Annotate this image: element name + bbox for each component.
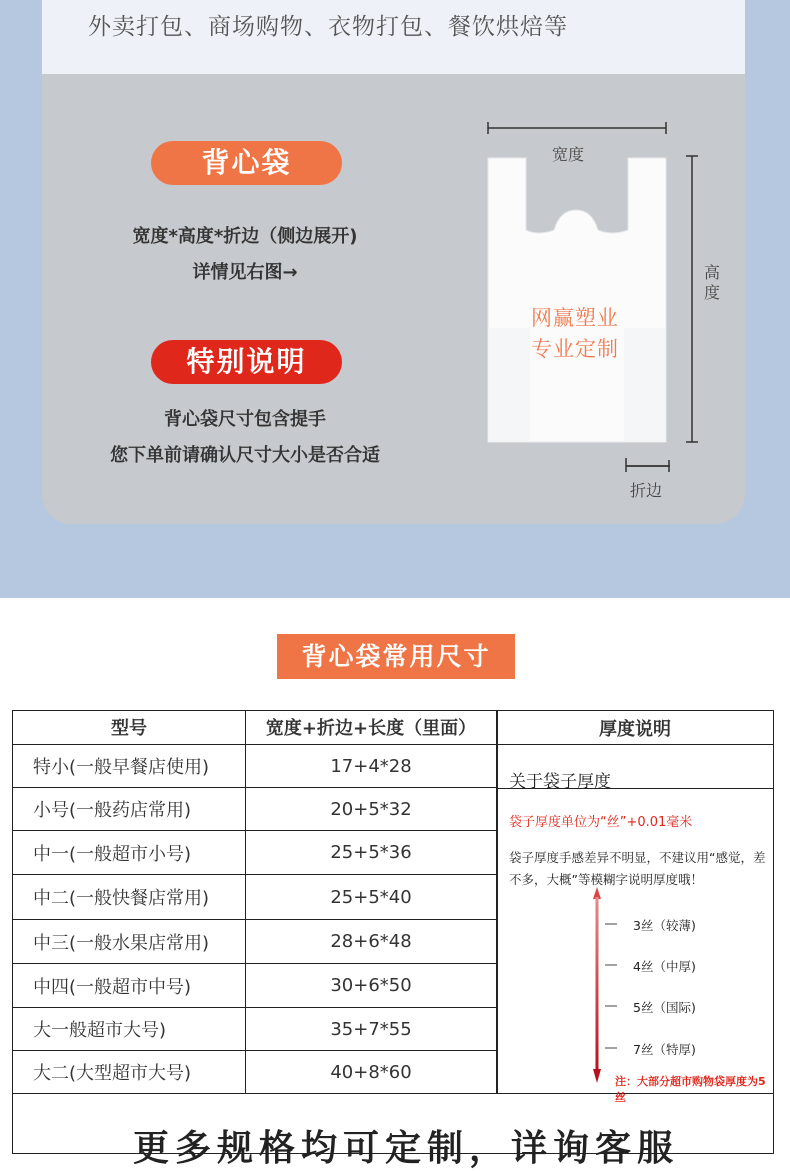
thickness-note: 袋子厚度手感差异不明显，不建议用“感觉，差不多，大概”等模糊字说明厚度哦！	[509, 850, 766, 887]
height-label-2: 度	[704, 283, 721, 302]
table-header-row	[13, 710, 497, 744]
thickness-footnote: 注：大部分超市购物袋厚度为5丝	[615, 1075, 766, 1104]
bag-diagram	[480, 118, 710, 458]
table-row	[13, 874, 497, 919]
fold-label: 折边	[630, 481, 663, 500]
header-model: 型号	[13, 710, 246, 744]
size-cell: 20+5*32	[246, 788, 497, 830]
header-size: 宽度+折边+长度（里面）	[246, 710, 497, 744]
special-note-line1: 背心袋尺寸包含提手	[164, 409, 326, 430]
bottom-text: 更多规格均可定制，详询客服	[133, 1128, 680, 1169]
size-cell: 28+6*48	[246, 920, 497, 963]
model-cell: 小号(一般药店常用)	[13, 788, 246, 830]
brand-line2: 专业定制	[531, 337, 619, 361]
special-note-pill: 特别说明	[151, 340, 342, 384]
brand-watermark	[515, 303, 635, 365]
size-cell: 40+8*60	[246, 1051, 497, 1093]
thickness-level: 7丝（特厚)	[633, 1042, 696, 1057]
special-note-line2: 您下单前请确认尺寸大小是否合适	[110, 445, 380, 466]
model-cell: 中一(一般超市小号)	[13, 831, 246, 874]
table-row	[13, 1050, 497, 1093]
thickness-scale-arrow	[593, 887, 633, 1087]
sizes-title: 背心袋常用尺寸	[277, 634, 515, 679]
model-cell: 大二(大型超市大号)	[13, 1051, 246, 1093]
model-cell: 中三(一般水果店常用)	[13, 920, 246, 963]
size-cell: 30+6*50	[246, 964, 497, 1007]
height-label-1: 高	[704, 263, 721, 282]
size-cell: 25+5*36	[246, 831, 497, 874]
model-cell: 大一般超市大号)	[13, 1008, 246, 1050]
brand-line1: 网赢塑业	[531, 306, 619, 330]
model-cell: 特小(一般早餐店使用)	[13, 745, 246, 787]
table-row	[13, 919, 497, 963]
model-cell: 中二(一般快餐店常用)	[13, 875, 246, 919]
size-table	[12, 710, 774, 1104]
bottom-box	[12, 1094, 774, 1169]
see-diagram-text: 详情见右图→	[192, 262, 298, 283]
table-row	[13, 1007, 497, 1050]
size-cell: 25+5*40	[246, 875, 497, 919]
fold-dimension-marker	[624, 459, 672, 473]
thickness-unit: 袋子厚度单位为“丝”+0.01毫米	[509, 815, 693, 830]
table-row	[13, 830, 497, 874]
thickness-level: 4丝（中厚)	[633, 959, 696, 974]
table-row	[13, 744, 497, 787]
table-row	[13, 787, 497, 830]
width-label: 宽度	[552, 145, 585, 164]
usage-text: 外卖打包、商场购物、衣物打包、餐饮烘焙等	[88, 14, 568, 40]
bag-type-pill: 背心袋	[151, 141, 342, 185]
model-cell: 中四(一般超市中号)	[13, 964, 246, 1007]
thickness-panel	[497, 744, 773, 1104]
thickness-about: 关于袋子厚度	[509, 772, 611, 792]
size-cell: 35+7*55	[246, 1008, 497, 1050]
thickness-divider	[497, 788, 773, 789]
table-row	[13, 963, 497, 1007]
thickness-level: 3丝（较薄)	[633, 918, 696, 933]
size-cell: 17+4*28	[246, 745, 497, 787]
thickness-level: 5丝（国际)	[633, 1000, 696, 1015]
column-divider	[497, 711, 498, 1093]
size-format-text: 宽度*高度*折边（侧边展开)	[132, 226, 358, 247]
header-thickness: 厚度说明	[599, 718, 671, 740]
